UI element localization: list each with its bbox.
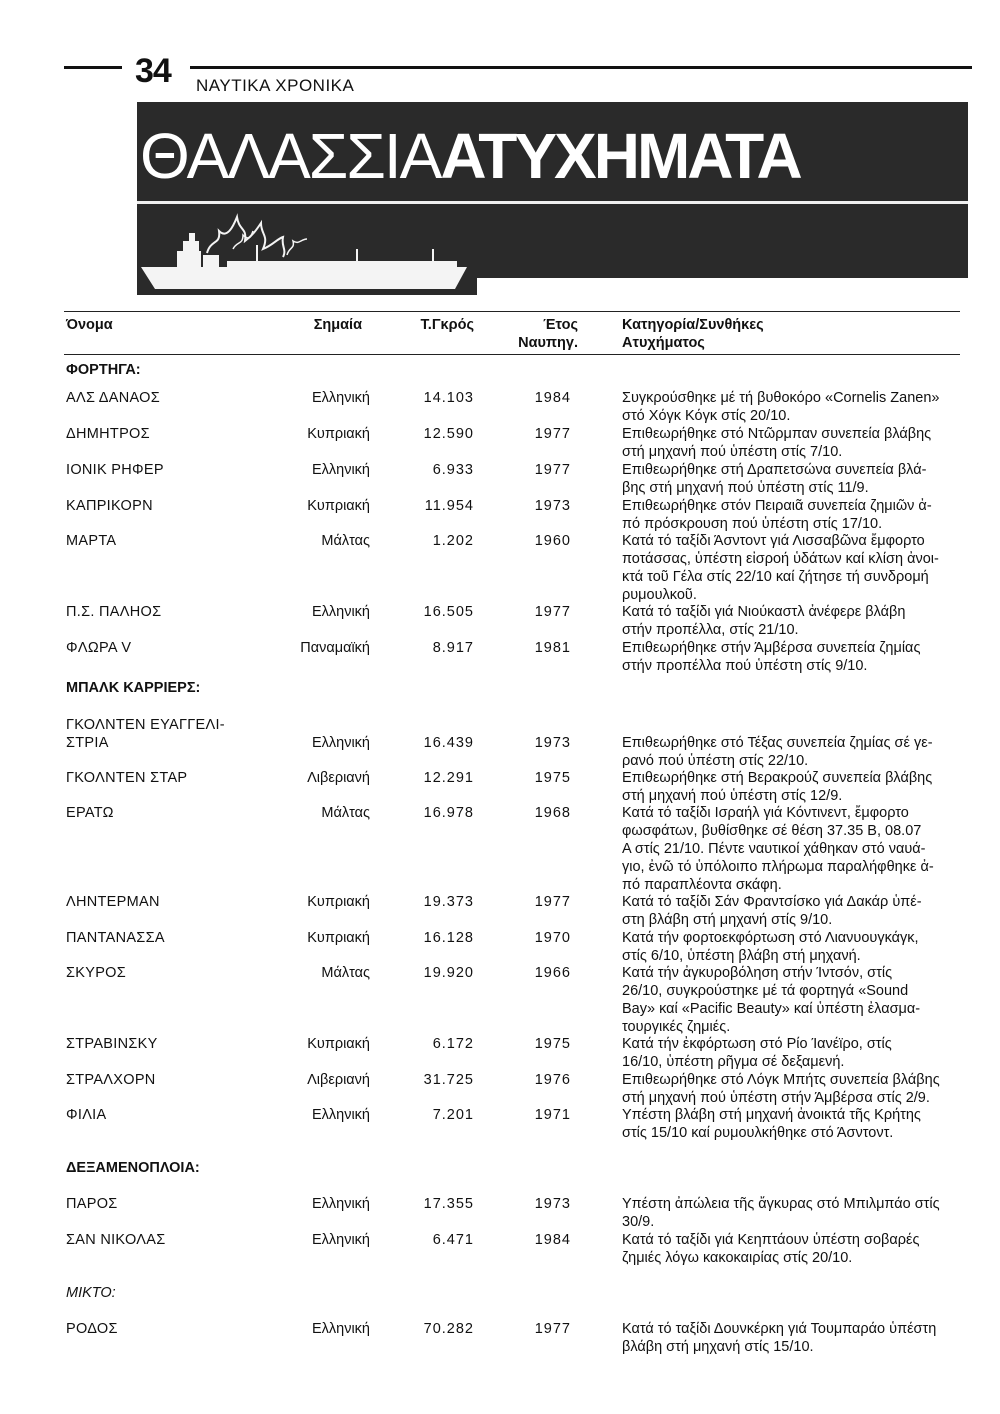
ship-year: 1984 [534,1232,571,1248]
ship-name: ΛΗΝΤΕΡΜΑΝ [66,894,160,910]
incident-description: Κατά τό ταξίδι Σάν Φραντσίσκο γιά Δακάρ ὑπέ- στη βλάβη στή μηχανή στίς 9/10. [622,894,922,928]
ship-year: 1977 [534,1321,571,1337]
article-title-light: ΘΑΛΑΣΣΙΑ [140,120,441,192]
ship-year: 1973 [534,735,571,751]
ship-grt: 17.355 [423,1196,474,1212]
table-rule-bottom [64,354,960,355]
ship-year: 1977 [534,426,571,442]
section-title: ΔΕΞΑΜΕΝΟΠΛΟΙΑ: [66,1160,200,1176]
ship-flag: Κυπριακή [307,426,370,442]
section-title: ΦΟΡΤΗΓΑ: [66,362,141,378]
ship-flag: Ελληνική [311,390,370,406]
ship-name: ΠΑΡΟΣ [66,1196,118,1212]
ship-flag: Ελληνική [311,735,370,751]
ship-flag: Ελληνική [311,1107,370,1123]
ship-name: ΦΛΩΡΑ V [66,640,132,656]
ship-flag: Ελληνική [311,604,370,620]
ship-year: 1977 [534,894,571,910]
ship-flag: Μάλτας [321,533,370,549]
incident-description: Κατά τό ταξίδι γιά Νιούκαστλ ἀνέφερε βλάβη στήν προπέλλα, στίς 21/10. [622,604,906,638]
ship-year: 1973 [534,498,571,514]
ship-grt: 19.373 [423,894,474,910]
ship-name: ΣΑΝ ΝΙΚΟΛΑΣ [66,1232,166,1248]
incident-description: Επιθεωρήθηκε στόν Πειραιᾶ συνεπεία ζημιῶν ἀ- πό πρόσκρουση πού ὑπέστη στίς 17/10. [622,498,932,532]
ship-year: 1975 [534,770,571,786]
ship-year: 1968 [534,805,571,821]
ship-grt: 11.954 [424,498,474,514]
incident-description: Κατά τήν ἐκφόρτωση στό Ρίο Ίανέϊρο, στίς 16/10, ὑπέστη ρῆγμα σέ δεξαμενή. [622,1036,892,1070]
ship-name: ΓΚΟΛΝΤΕΝ ΕΥΑΓΓΕΛΙ- ΣΤΡΙΑ [66,717,225,751]
ship-year: 1960 [534,533,571,549]
incident-description: Επιθεωρήθηκε στό Λόγκ Μπήτς συνεπεία βλάβης στή μηχανή πού ὑπέστη στήν Άμβέρσα στίς 2/9. [622,1072,940,1106]
ship-grt: 6.933 [432,462,474,478]
ship-name: ΣΤΡΑΛΧΟΡΝ [66,1072,156,1088]
incident-description: Επιθεωρήθηκε στήν Άμβέρσα συνεπεία ζημίας στήν προπέλλα πού ὑπέστη στίς 9/10. [622,640,921,674]
incident-description: Κατά τό ταξίδι Ισραήλ γιά Κόντινεντ, ἔμφορτο φωσφάτων, βυθίσθηκε σέ θέση 37.35 Β, 08.07 Α στίς 21/10. Πέντε ναυτικοί χάθηκαν στό ναυά- γιο, ἐνῶ τό ὑπόλοιπο πλήρωμα παραλήφθηκε ἀ- πό παραπλέοντα σκάφη. [622,805,934,893]
table-rule-top [64,311,960,312]
ship-grt: 70.282 [423,1321,474,1337]
ship-name: ΓΚΟΛΝΤΕΝ ΣΤΑΡ [66,770,188,786]
ship-flag: Κυπριακή [307,930,370,946]
ship-name: Π.Σ. ΠΑΛΗΟΣ [66,604,162,620]
ship-name: ΙΟΝΙΚ ΡΗΦΕΡ [66,462,164,478]
ship-year: 1970 [534,930,571,946]
ship-flag: Παναμαϊκή [300,640,370,656]
ship-name: ΜΑΡΤΑ [66,533,117,549]
ship-flag: Ελληνική [311,1232,370,1248]
ship-year: 1975 [534,1036,571,1052]
ship-year: 1977 [534,462,571,478]
ship-grt: 14.103 [423,390,474,406]
incident-description: Επιθεωρήθηκε στή Δραπετσώνα συνεπεία βλά- βης στή μηχανή πού ὑπέστη στίς 11/9. [622,462,927,496]
ship-year: 1966 [534,965,571,981]
incident-description: Επιθεωρήθηκε στό Ντῶρμπαν συνεπεία βλάβης στή μηχανή πού ὑπέστη στίς 7/10. [622,426,932,460]
ship-grt: 6.172 [432,1036,474,1052]
ship-year: 1981 [534,640,571,656]
section-title: ΜΠΑΛΚ ΚΑΡΡΙΕΡΣ: [66,680,201,696]
article-title-bold: ΑΤΥΧΗΜΑΤΑ [440,120,800,192]
column-header-flag: Σημαία [313,317,362,333]
ship-grt: 8.917 [432,640,474,656]
incident-description: Κατά τήν ἀγκυροβόληση στήν Ίντσόν, στίς 26/10, συγκρούστηκε μέ τά φορτηγά «Sound Bay» καί «Pacific Beauty» καί ὑπέστη ἐλασμα- τουργικές ζημιές. [622,965,921,1035]
ship-flag: Κυπριακή [307,894,370,910]
ship-name: ΣΤΡΑΒΙΝΣΚΥ [66,1036,158,1052]
section-title: ΜΙΚΤΟ: [66,1285,116,1301]
ship-flag: Μάλτας [321,805,370,821]
ship-name: ΑΛΣ ΔΑΝΑΟΣ [66,390,160,406]
ship-name: ΔΗΜΗΤΡΟΣ [66,426,150,442]
ship-flag: Λιβεριανή [307,770,370,786]
ship-grt: 16.978 [423,805,474,821]
incident-description: Υπέστη ἀπώλεια τῆς ἄγκυρας στό Μπιλμπάο στίς 30/9. [622,1196,940,1230]
page-number: 34 [135,52,171,90]
incident-description: Συγκρούσθηκε μέ τή βυθοκόρο «Cornelis Zanen» στό Χόγκ Κόγκ στίς 20/10. [622,390,940,424]
ship-grt: 1.202 [432,533,474,549]
column-header-grt: Τ.Γκρός [420,317,474,333]
incident-description: Κατά τό ταξίδι Δουνκέρκη γιά Τουμπαράο ὑπέστη βλάβη στή μηχανή στίς 15/10. [622,1321,937,1355]
publication-name: ΝΑΥΤΙΚΑ ΧΡΟΝΙΚΑ [196,76,355,95]
ship-flag: Ελληνική [311,1196,370,1212]
ship-flag: Μάλτας [321,965,370,981]
ship-name: ΕΡΑΤΩ [66,805,114,821]
ship-flag: Κυπριακή [307,1036,370,1052]
incident-description: Κατά τό ταξίδι Άσντοντ γιά Λισσαβῶνα ἔμφορτο ποτάσσας, ὑπέστη εἰσροή ὑδάτων καί κλίση ἀνοι- κτά τοῦ Γέλα στίς 22/10 καί ζήτησε τή συνδρομή ρυμουλκοῦ. [622,533,939,603]
header-rule-right [190,66,972,69]
ship-year: 1984 [534,390,571,406]
ship-grt: 31.725 [423,1072,474,1088]
ship-grt: 12.590 [423,426,474,442]
ship-name: ΠΑΝΤΑΝΑΣΣΑ [66,930,165,946]
header-rule-left [64,66,122,69]
ship-flag: Κυπριακή [307,498,370,514]
ship-name: ΣΚΥΡΟΣ [66,965,127,981]
ship-year: 1973 [534,1196,571,1212]
ship-grt: 16.439 [423,735,474,751]
incident-description: Επιθεωρήθηκε στό Τέξας συνεπεία ζημίας σέ γε- ρανό πού ὑπέστη στίς 22/10. [622,735,933,769]
ship-grt: 19.920 [423,965,474,981]
incident-description: Κατά τό ταξίδι γιά Κεηπτάουν ὑπέστη σοβαρές ζημιές λόγω κακοκαιρίας στίς 20/10. [622,1232,920,1266]
ship-grt: 16.128 [423,930,474,946]
burning-ship-illustration [137,205,477,295]
ship-flag: Ελληνική [311,462,370,478]
ship-year: 1977 [534,604,571,620]
ship-grt: 6.471 [432,1232,474,1248]
column-header-name: Όνομα [66,317,113,333]
column-header-category: Κατηγορία/Συνθήκες Ατυχήματος [622,317,764,351]
ship-flag: Ελληνική [311,1321,370,1337]
incident-description: Υπέστη βλάβη στή μηχανή ἀνοικτά τῆς Κρήτης στίς 15/10 καί ρυμουλκήθηκε στό Άσντοντ. [622,1107,921,1141]
ship-grt: 16.505 [423,604,474,620]
ship-year: 1971 [534,1107,571,1123]
ship-name: ΚΑΠΡΙΚΟΡΝ [66,498,153,514]
ship-name: ΡΟΔΟΣ [66,1321,118,1337]
ship-grt: 7.201 [432,1107,474,1123]
incident-description: Κατά τήν φορτοεκφόρτωση στό Λιανυουγκάγκ, στίς 6/10, ὑπέστη βλάβη στή μηχανή. [622,930,919,964]
ship-year: 1976 [534,1072,571,1088]
article-title [140,118,800,194]
incident-description: Επιθεωρήθηκε στή Βερακρούζ συνεπεία βλάβης στή μηχανή πού ὑπέστη στίς 12/9. [622,770,933,804]
ship-name: ΦΙΛΙΑ [66,1107,107,1123]
ship-flag: Λιβεριανή [307,1072,370,1088]
banner-stripe [137,201,968,204]
ship-grt: 12.291 [423,770,474,786]
column-header-year: Έτος Ναυπηγ. [518,317,578,351]
